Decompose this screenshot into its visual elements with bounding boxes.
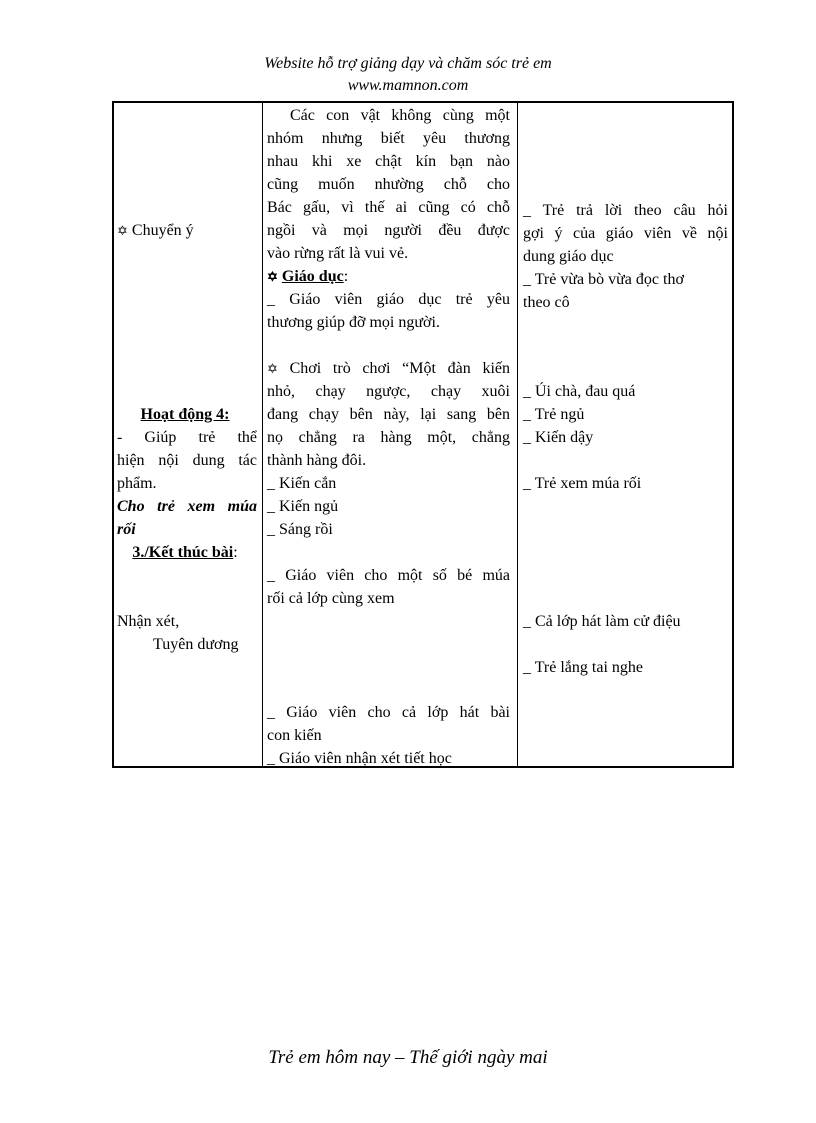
game-cue: _ Sáng rồi [267,521,333,538]
star-icon: ✡ [117,223,128,238]
page-header-url: www.mamnon.com [347,77,469,94]
activity-4-goal-line: - Giúp trẻ thể [117,429,257,446]
game-text-line: nọ chẳng ra hàng một, chẳng [267,429,510,446]
education-text-line: _ Giáo viên giáo dục trẻ yêu [267,291,510,308]
transition-label: ✡ Chuyển ý [117,222,194,239]
story-text-line: ngồi và mọi người đều được [267,222,510,239]
child-activity-line: dung giáo dục [523,248,614,265]
activity-4-title: Hoạt động 4: [140,406,230,423]
star-icon: ✡ [267,361,278,376]
education-text-line: thương giúp đỡ mọi người. [267,314,440,331]
review-label: Nhận xét, [117,613,180,630]
game-text-line: thành hàng đôi. [267,452,367,469]
story-text-line: cũng muốn nhường chỗ cho [267,176,510,193]
child-activity-line: _ Trẻ lắng tai nghe [523,659,643,676]
story-text-line: Bác gấu, vì thế ai cũng có chỗ [267,199,510,216]
child-activity-line: _ Trẻ trả lời theo câu hỏi [523,202,728,219]
story-text-line: nhau khi xe chật kín bạn nào [267,153,510,170]
page-header-title: Website hỗ trợ giảng dạy và chăm sóc trẻ em [264,55,552,72]
story-text-line: vào rừng rất là vui vẻ. [267,245,409,262]
game-text-line: nhỏ, chạy ngược, chạy xuôi [267,383,510,400]
child-activity-line: _ Cả lớp hát làm cử điệu [523,613,681,630]
praise-label: Tuyên dương [153,636,239,653]
story-text-line: nhóm nhưng biết yêu thương [267,130,510,147]
star-icon: ✡ [267,269,278,284]
story-text-line: Các con vật không cùng một [290,107,510,124]
page-footer-slogan: Trẻ em hôm nay – Thế giới ngày mai [268,1047,548,1068]
activity-4-goal-line: hiện nội dung tác [117,452,257,469]
game-text-line: đang chạy bên này, lại sang bên [267,406,510,423]
puppet-show-label: Cho trẻ xem múa [117,498,257,515]
child-activity-line: _ Úi chà, đau quá [523,383,636,400]
game-text-line: ✡ Chơi trò chơi “Một đàn kiến [267,360,510,377]
child-activity-line: gợi ý của giáo viên về nội [523,225,728,242]
puppet-text-line: rối cả lớp cùng xem [267,590,395,607]
child-activity-line: _ Trẻ ngủ [523,406,585,423]
song-text-line: _ Giáo viên cho cả lớp hát bài [267,704,510,721]
puppet-text-line: _ Giáo viên cho một số bé múa [267,567,510,584]
child-activity-line: _ Trẻ xem múa rối [523,475,642,492]
puppet-show-label: rối [117,521,136,538]
column-divider [262,101,263,768]
child-activity-line: theo cô [523,294,570,311]
closing-remark: _ Giáo viên nhận xét tiết học [267,750,452,767]
song-text-line: con kiến [267,727,322,744]
column-divider [517,101,518,768]
child-activity-line: _ Kiến dậy [523,429,594,446]
activity-4-goal-line: phẩm. [117,475,157,492]
ending-section-title: 3./Kết thúc bài: [132,544,238,561]
game-cue: _ Kiến ngủ [267,498,339,515]
education-title: ✡ Giáo dục: [267,268,349,285]
game-cue: _ Kiến cắn [267,475,337,492]
child-activity-line: _ Trẻ vừa bò vừa đọc thơ [523,271,684,288]
